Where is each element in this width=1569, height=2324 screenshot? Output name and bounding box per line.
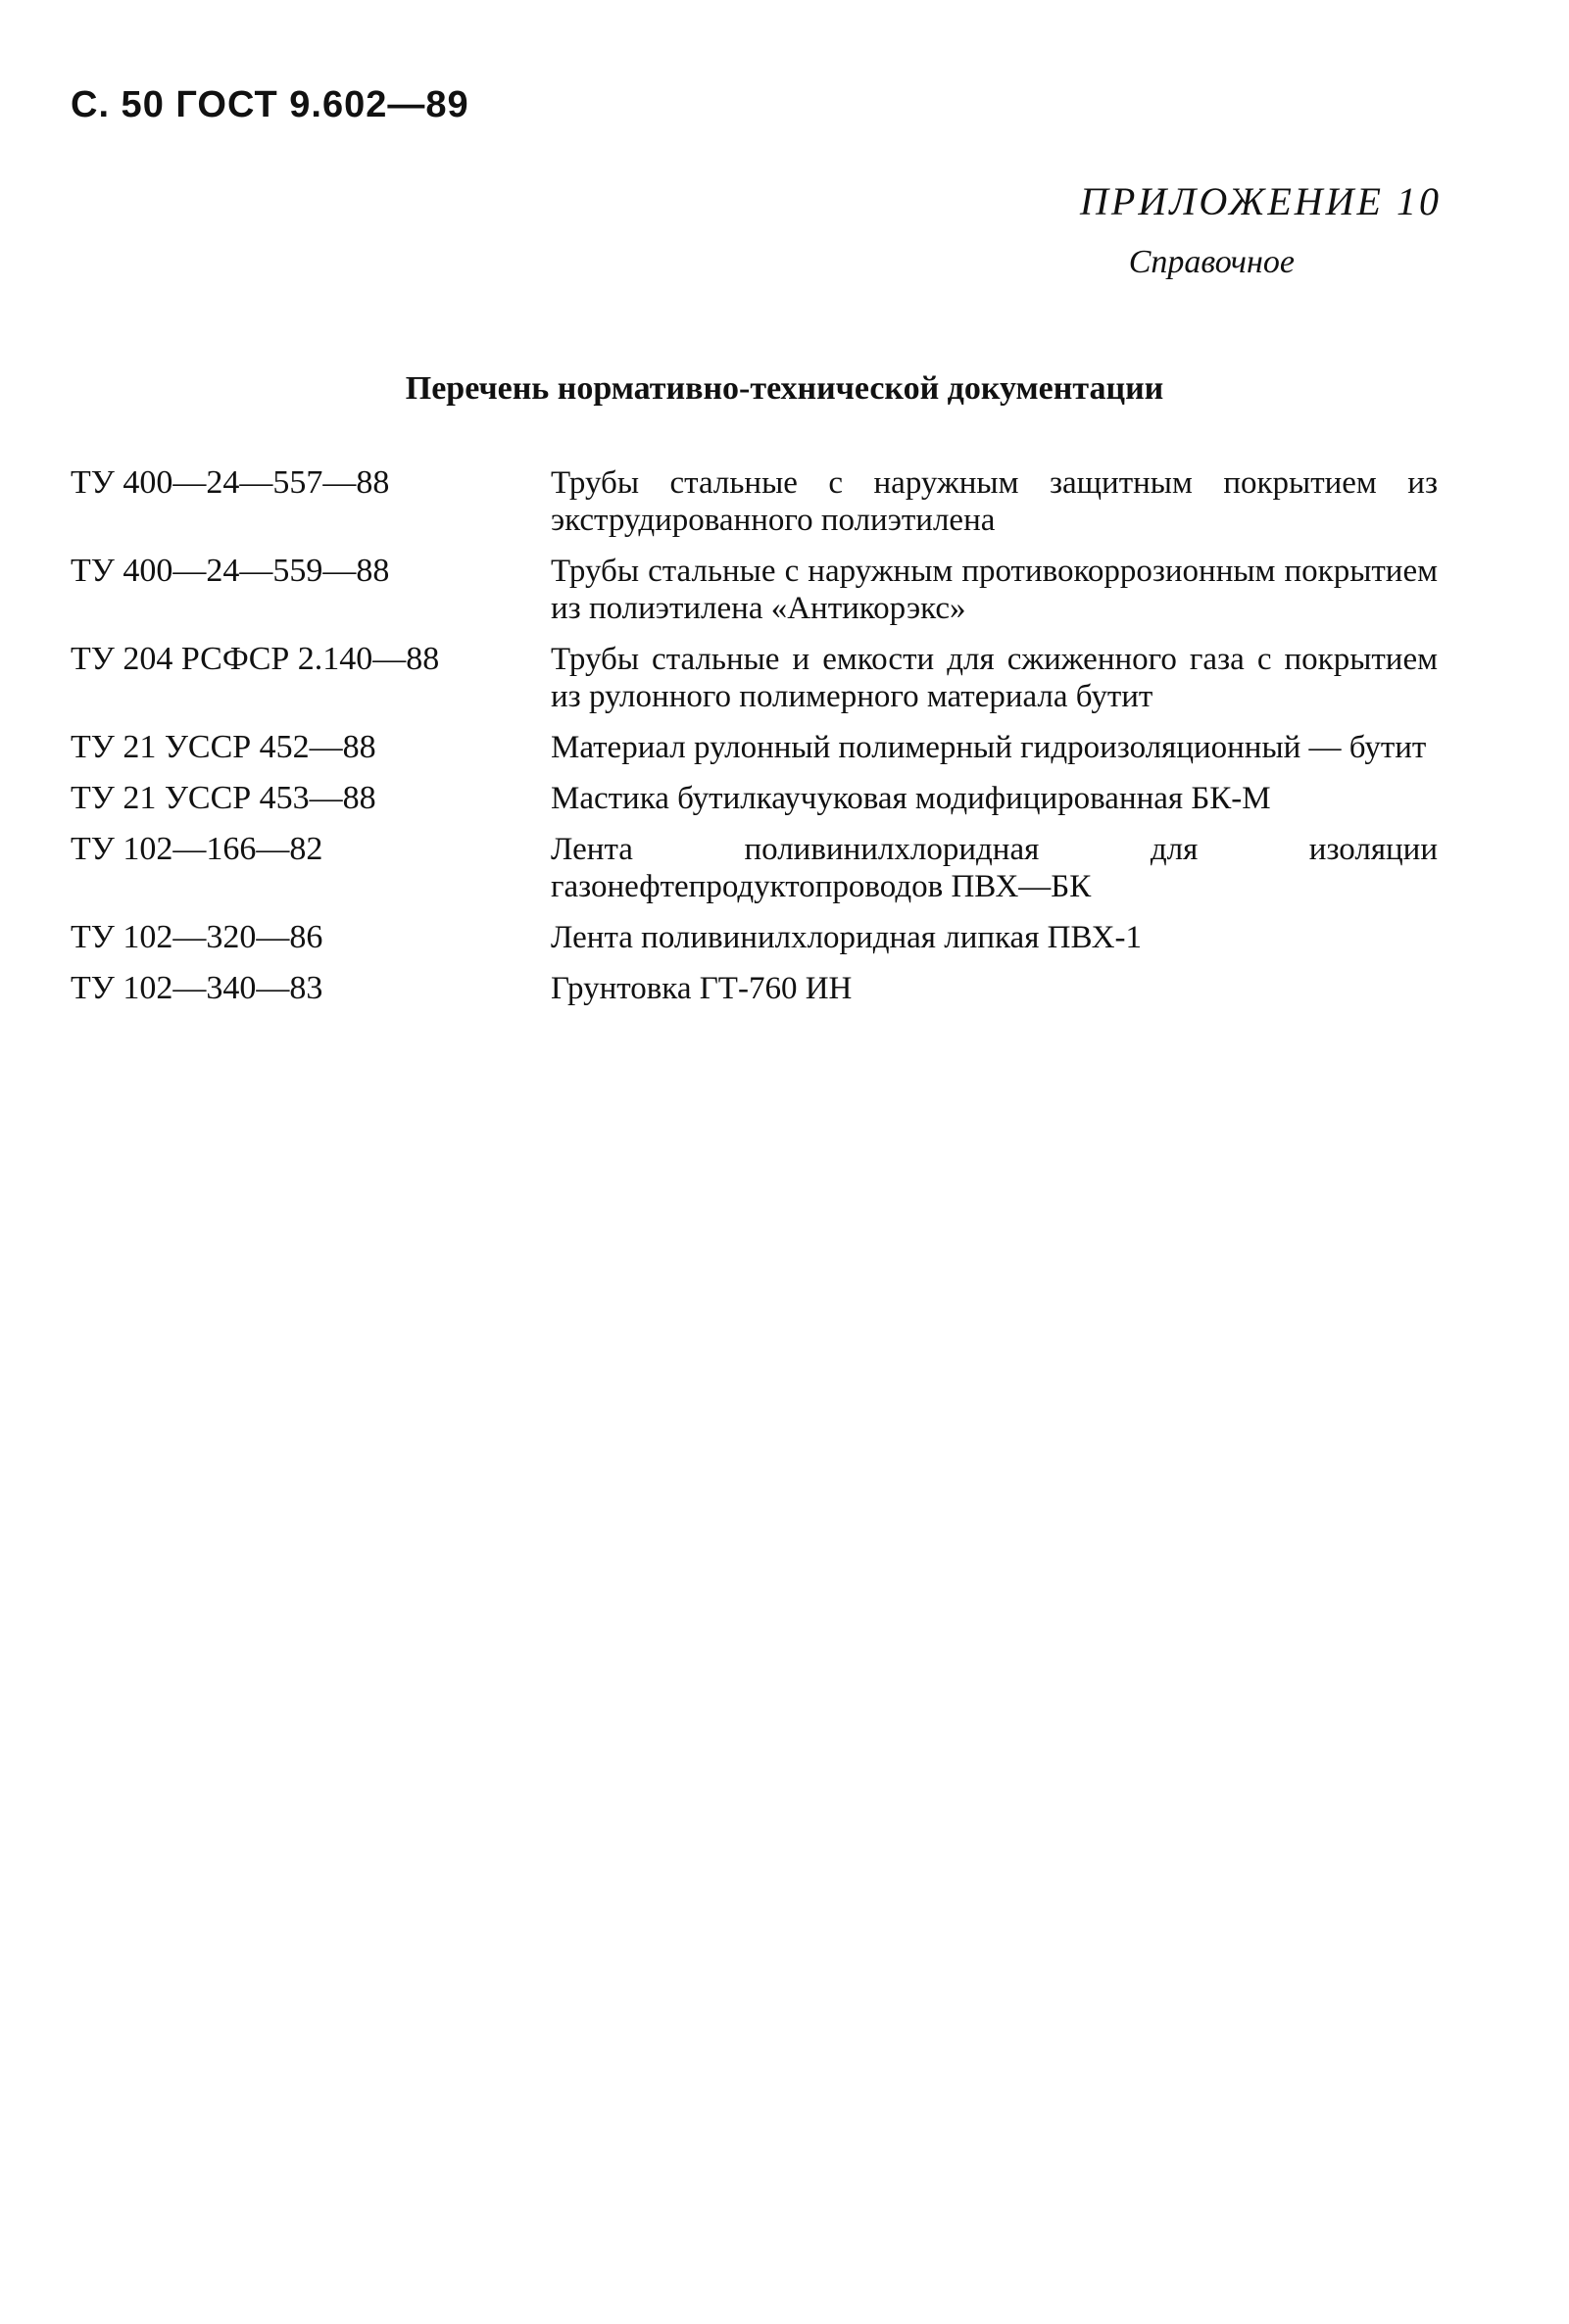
document-description: Грунтовка ГТ-760 ИН [551, 971, 853, 1006]
document-code: ТУ 21 УССР 452—88 [71, 729, 376, 765]
appendix-heading [1080, 176, 1442, 286]
document-description: Лента поливинилхлоридная для изоляции газонефтепродуктопроводов ПВХ—БК [551, 832, 1438, 904]
document-code: ТУ 400—24—557—88 [71, 464, 390, 501]
document-code: ТУ 102—320—86 [71, 919, 323, 955]
page-header: С. 50 ГОСТ 9.602—89 [71, 84, 469, 125]
document-code: ТУ 102—166—82 [71, 831, 323, 867]
document-row [71, 919, 1443, 956]
document-description: Трубы стальные с наружным противокоррозионным покрытием из полиэтилена «Антикорэкс» [551, 554, 1438, 626]
document-description: Трубы стальные с наружным защитным покрытием из экструдированного полиэтилена [551, 465, 1438, 538]
appendix-subtitle: Справочное [1128, 244, 1295, 280]
document-row [71, 641, 1443, 715]
document-description: Материал рулонный полимерный гидроизоляционный — бутит [551, 730, 1427, 765]
appendix-title: ПРИЛОЖЕНИЕ 10 [1080, 179, 1442, 223]
document-code: ТУ 102—340—83 [71, 970, 323, 1006]
list-title: Перечень нормативно-технической документации [405, 370, 1164, 407]
document-row [71, 780, 1443, 817]
document-code: ТУ 400—24—559—88 [71, 553, 390, 589]
document-row [71, 553, 1443, 627]
document-row [71, 464, 1443, 539]
document-list [71, 464, 1443, 1021]
document-description: Лента поливинилхлоридная липкая ПВХ-1 [551, 920, 1142, 955]
document-row [71, 831, 1443, 905]
document-row [71, 729, 1443, 766]
document-row [71, 970, 1443, 1007]
document-description: Мастика бутилкаучуковая модифицированная БК-М [551, 781, 1271, 816]
document-code: ТУ 21 УССР 453—88 [71, 780, 376, 816]
document-description: Трубы стальные и емкости для сжиженного газа с покрытием из рулонного полимерного материала бутит [551, 642, 1438, 714]
document-code: ТУ 204 РСФСР 2.140—88 [71, 641, 440, 677]
